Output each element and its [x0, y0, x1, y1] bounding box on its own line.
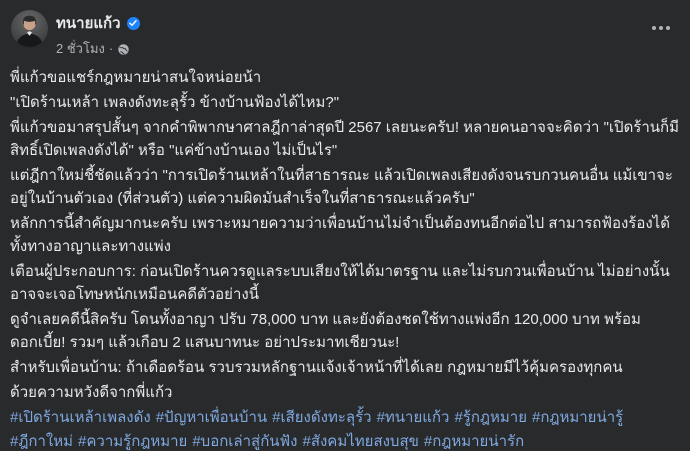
globe-public-icon: [117, 43, 130, 56]
more-options-button[interactable]: [650, 20, 672, 36]
author-name[interactable]: ทนายแก้ว: [56, 15, 121, 32]
more-options-icon: [659, 26, 663, 30]
post-text: [0, 61, 690, 404]
avatar-person-image: [11, 10, 48, 47]
hashtag-link[interactable]: #สังคมไทยสงบสุข: [302, 433, 419, 450]
hashtag-block: [0, 406, 690, 451]
timestamp[interactable]: 2 ชั่วโมง: [56, 41, 105, 56]
author-row: [56, 11, 674, 35]
hashtag-line: [10, 430, 680, 451]
more-options-icon: [652, 26, 656, 30]
hashtag-link[interactable]: #ความรู้กฎหมาย: [78, 433, 188, 450]
hashtag-link[interactable]: #กฎหมายน่ารู้: [531, 409, 624, 426]
post-paragraph: พี่แก้วขอมาสรุปสั้นๆ จากคำพิพากษาศาลฎีกาล่าสุดปี 2567 เลยนะครับ! หลายคนอาจจะคิดว่า "เปิดร้านก็มีสิทธิ์เปิดเพลงดังได้" หรือ "แค่ข้างบ้านเอง ไม่เป็นไร": [10, 119, 680, 159]
post-paragraph: หลักการนี้สำคัญมากนะครับ เพราะหมายความว่าเพื่อนบ้านไม่จำเป็นต้องทนอีกต่อไป สามารถฟ้องร้องได้ทั้งทางอาญาและทางแพ่ง: [10, 215, 670, 255]
post-header: [0, 0, 690, 61]
post-paragraph: "เปิดร้านเหล้า เพลงดังทะลุรั้ว ข้างบ้านฟ้องได้ไหม?": [10, 94, 340, 111]
hashtag-link[interactable]: #เสียงดังทะลุรั้ว: [272, 409, 372, 426]
post-paragraph: สำหรับเพื่อนบ้าน: ถ้าเดือดร้อน รวบรวมหลักฐานแจ้งเจ้าหน้าที่ได้เลย กฎหมายมีไว้คุ้มครองทุกคน: [10, 359, 623, 376]
hashtag-line: [10, 406, 680, 430]
dot-separator: ·: [108, 41, 114, 56]
hashtag-link[interactable]: #ทนายแก้ว: [376, 409, 450, 426]
post-paragraph: ด้วยความหวังดีจากพี่แก้ว: [10, 384, 173, 401]
post-paragraph: แต่ฎีกาใหม่ชี้ชัดแล้วว่า "การเปิดร้านเหล้าในที่สาธารณะ แล้วเปิดเพลงเสียงดังจนรบกวนคนอื่น แม้เขาจะอยู่ในบ้านตัวเอง (ที่ส่วนตัว) แต่ความผิดมันสำเร็จในที่สาธารณะแล้วครับ": [10, 167, 673, 207]
hashtag-link[interactable]: #ฎีกาใหม่: [10, 433, 74, 450]
hashtag-link[interactable]: #กฎหมายน่ารัก: [423, 433, 525, 450]
verified-badge-icon: [127, 17, 140, 30]
post-paragraph: ดูจำเลยคดีนี้สิครับ โดนทั้งอาญา ปรับ 78,000 บาท และยังต้องชดใช้ทางแพ่งอีก 120,000 บาท พร้อมดอกเบี้ย! รวมๆ แล้วเกือบ 2 แสนบาทนะ อย่าประมาทเชียวนะ!: [10, 311, 641, 351]
hashtag-link[interactable]: #บอกเล่าสู่กันฟัง: [192, 433, 298, 450]
hashtag-link[interactable]: #เปิดร้านเหล้าเพลงดัง: [10, 409, 151, 426]
post-paragraph: พี่แก้วขอแชร์กฎหมายน่าสนใจหน่อยน้า: [10, 69, 262, 86]
hashtag-link[interactable]: #รู้กฎหมาย: [454, 409, 527, 426]
time-row: [56, 38, 674, 59]
more-options-icon: [666, 26, 670, 30]
hashtag-link[interactable]: #ปัญหาเพื่อนบ้าน: [155, 409, 268, 426]
post-paragraph: เตือนผู้ประกอบการ: ก่อนเปิดร้านควรดูแลระบบเสียงให้ได้มาตรฐาน และไม่รบกวนเพื่อนบ้าน ไม่อย่างนั้นอาจจะเจอโทษหนักเหมือนคดีตัวอย่างนี้: [10, 263, 670, 303]
avatar[interactable]: [11, 10, 48, 47]
post-header-meta: [56, 10, 674, 59]
